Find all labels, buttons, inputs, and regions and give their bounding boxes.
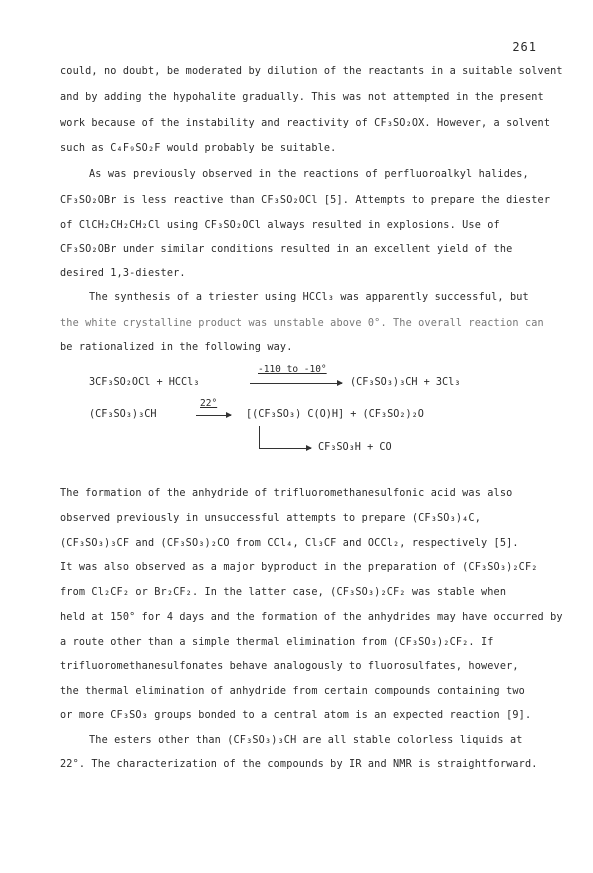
text-line: The synthesis of a triester using HCCl₃ was apparently successful, but [89, 292, 529, 303]
text-line: observed previously in unsuccessful attempts to prepare (CF₃SO₃)₄C, [60, 513, 481, 524]
text-line: and by adding the hypohalite gradually. This was not attempted in the present [60, 92, 544, 103]
text-line: desired 1,3-diester. [60, 268, 186, 279]
reaction-1-products: (CF₃SO₃)₃CH + 3Cl₃ [350, 377, 461, 388]
text-line: a route other than a simple thermal elimination from (CF₃SO₃)₂CF₂. If [60, 637, 494, 648]
reaction-3-products: CF₃SO₃H + CO [318, 442, 392, 453]
text-line: of ClCH₂CH₂CH₂Cl using CF₃SO₂OCl always resulted in explosions. Use of [60, 220, 500, 231]
text-line: The esters other than (CF₃SO₃)₃CH are all stable colorless liquids at [89, 735, 523, 746]
reaction-1-condition: -110 to -10° [258, 364, 327, 375]
text-line: CF₃SO₂OBr under similar conditions resulted in an excellent yield of the [60, 244, 513, 255]
text-line: from Cl₂CF₂ or Br₂CF₂. In the latter case, (CF₃SO₃)₂CF₂ was stable when [60, 587, 507, 598]
reaction-1-arrow [250, 383, 342, 384]
page-number: 261 [512, 40, 537, 54]
reaction-2-products: [(CF₃SO₃) C(O)H] + (CF₃SO₂)₂O [246, 409, 424, 420]
decomposition-branch-line [259, 426, 260, 448]
text-line: could, no doubt, be moderated by dilution of the reactants in a suitable solvent [60, 66, 563, 77]
text-line: 22°. The characterization of the compounds by IR and NMR is straightforward. [60, 759, 538, 770]
text-line: trifluoromethanesulfonates behave analogously to fluorosulfates, however, [60, 661, 519, 672]
reaction-1-reactants: 3CF₃SO₂OCl + HCCl₃ [89, 377, 200, 388]
text-line: be rationalized in the following way. [60, 342, 293, 353]
text-line: the white crystalline product was unstable above 0°. The overall reaction can [60, 318, 544, 329]
reaction-2-reactant: (CF₃SO₃)₃CH [89, 409, 157, 420]
reaction-2-condition: 22° [200, 398, 218, 409]
reaction-2-arrow [196, 415, 231, 416]
text-line: CF₃SO₂OBr is less reactive than CF₃SO₂OCl [5]. Attempts to prepare the diester [60, 195, 551, 206]
text-line: As was previously observed in the reactions of perfluoroalkyl halides, [89, 169, 529, 180]
text-line: the thermal elimination of anhydride from certain compounds containing two [60, 686, 525, 697]
text-line: It was also observed as a major byproduct in the preparation of (CF₃SO₃)₂CF₂ [60, 562, 538, 573]
text-line: such as C₄F₉SO₂F would probably be suitable. [60, 143, 337, 154]
text-line: or more CF₃SO₃ groups bonded to a central atom is an expected reaction [9]. [60, 710, 532, 721]
text-line: work because of the instability and reactivity of CF₃SO₂OX. However, a solvent [60, 118, 551, 129]
reaction-3-arrow [259, 448, 311, 449]
text-line: held at 150° for 4 days and the formation of the anhydrides may have occurred by [60, 612, 563, 623]
text-line: (CF₃SO₃)₃CF and (CF₃SO₃)₂CO from CCl₄, Cl₃CF and OCCl₂, respectively [5]. [60, 538, 519, 549]
text-line: The formation of the anhydride of trifluoromethanesulfonic acid was also [60, 488, 513, 499]
